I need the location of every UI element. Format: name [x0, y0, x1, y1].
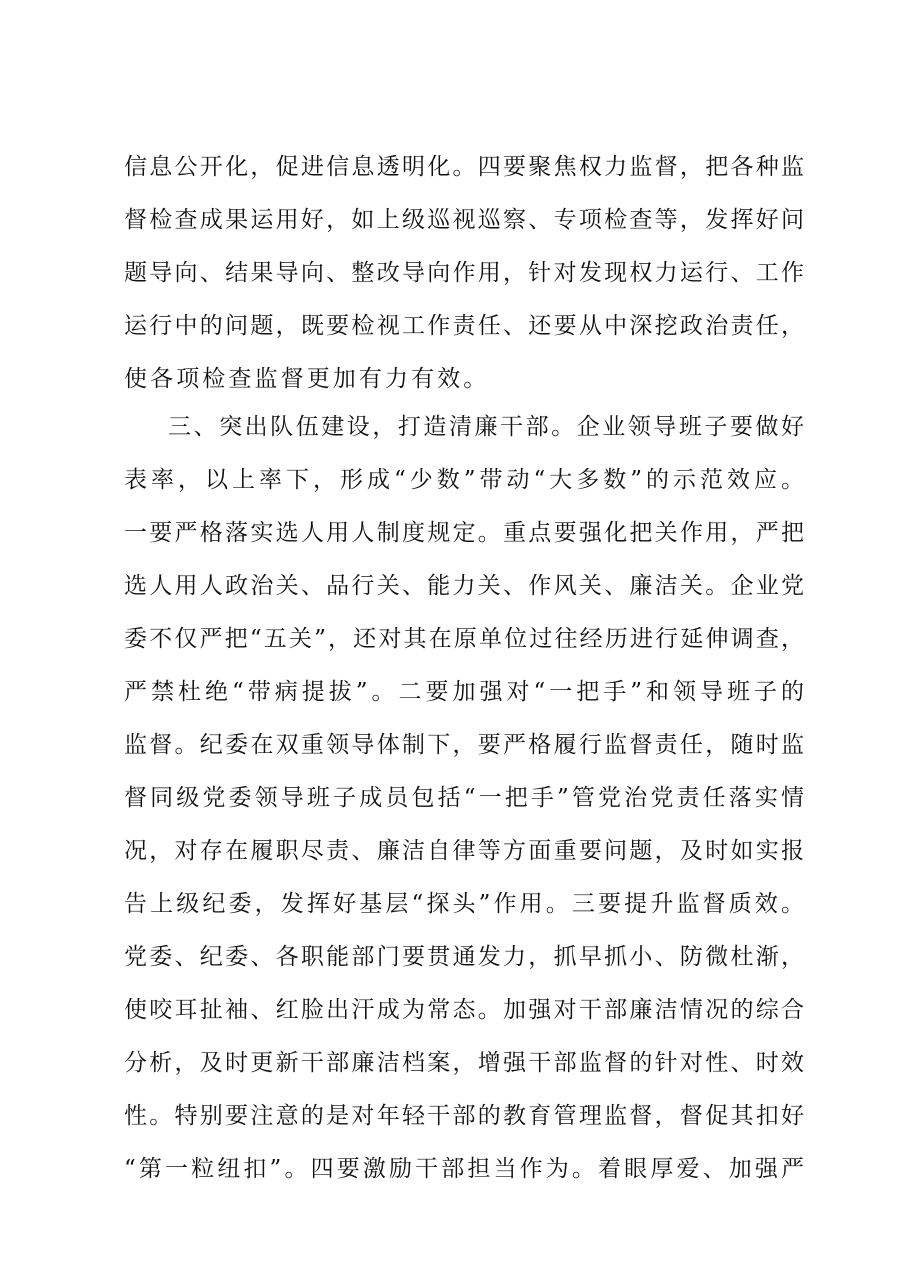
paragraph-2-line-15: “第一粒纽扣”。四要激励干部担当作为。着眼厚爱、加强严: [124, 1156, 804, 1182]
paragraph-2-line-1: 三、突出队伍建设，打造清廉干部。企业领导班子要做好: [168, 414, 804, 440]
paragraph-2-line-9: 况，对存在履职尽责、廉洁自律等方面重要问题，及时如实报: [124, 838, 804, 864]
paragraph-2-line-4: 选人用人政治关、品行关、能力关、作风关、廉洁关。企业党: [124, 573, 804, 599]
paragraph-1-line-5: 使各项检查监督更加有力有效。: [124, 366, 490, 392]
paragraph-2-line-6: 严禁杜绝“带病提拔”。二要加强对“一把手”和领导班子的: [124, 679, 804, 705]
paragraph-2-line-14: 性。特别要注意的是对年轻干部的教育管理监督，督促其扣好: [124, 1103, 804, 1129]
paragraph-2-line-2: 表率，以上率下，形成“少数”带动“大多数”的示范效应。: [124, 467, 804, 493]
paragraph-2-line-11: 党委、纪委、各职能部门要贯通发力，抓早抓小、防微杜渐，: [124, 944, 804, 970]
paragraph-2-line-5: 委不仅严把“五关”，还对其在原单位过往经历进行延伸调查，: [124, 626, 804, 652]
paragraph-2-line-10: 告上级纪委，发挥好基层“探头”作用。三要提升监督质效。: [124, 891, 804, 917]
paragraph-1-line-3: 题导向、结果导向、整改导向作用，针对发现权力运行、工作: [124, 260, 804, 286]
paragraph-2-line-8: 督同级党委领导班子成员包括“一把手”管党治党责任落实情: [124, 785, 804, 811]
paragraph-1-line-2: 督检查成果运用好，如上级巡视巡察、专项检查等，发挥好问: [124, 207, 804, 233]
paragraph-2-line-7: 监督。纪委在双重领导体制下，要严格履行监督责任，随时监: [124, 732, 804, 758]
paragraph-2-line-13: 分析，及时更新干部廉洁档案，增强干部监督的针对性、时效: [124, 1050, 804, 1076]
paragraph-2-line-12: 使咬耳扯袖、红脸出汗成为常态。加强对干部廉洁情况的综合: [124, 997, 804, 1023]
paragraph-2-line-3: 一要严格落实选人用人制度规定。重点要强化把关作用，严把: [124, 520, 804, 546]
paragraph-1-line-1: 信息公开化，促进信息透明化。四要聚焦权力监督，把各种监: [124, 154, 804, 180]
paragraph-1-line-4: 运行中的问题，既要检视工作责任、还要从中深挖政治责任，: [124, 313, 804, 339]
